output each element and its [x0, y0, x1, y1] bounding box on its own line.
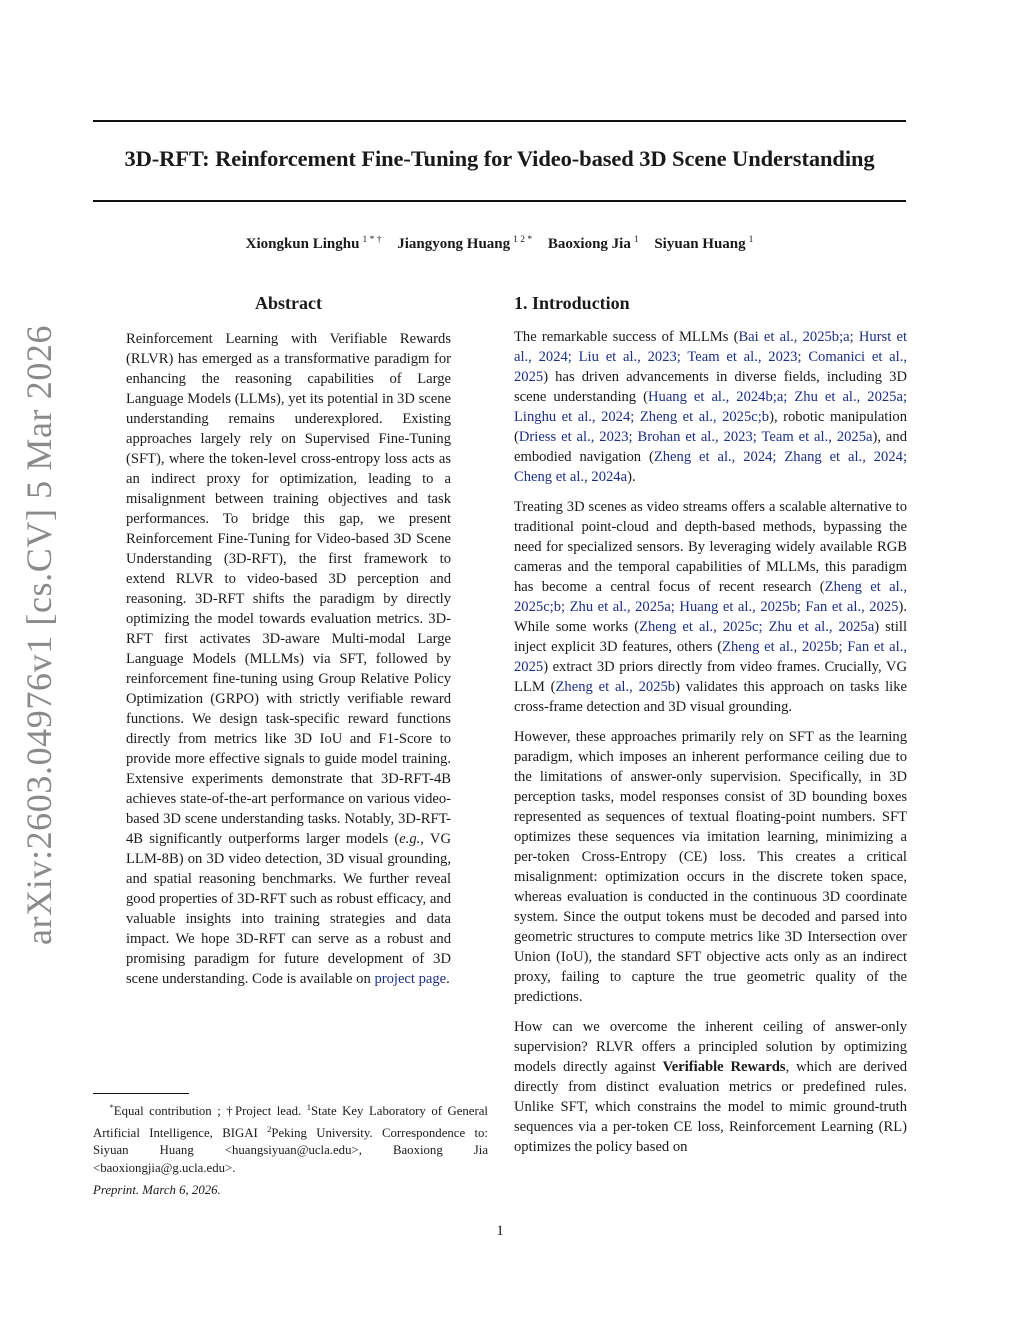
text-run: How can we overcome the inherent ceiling of answer-only supervision? RLVR offers a principled solution by optimizing models directly against	[514, 1019, 907, 1075]
abstract-heading: Abstract	[255, 293, 322, 313]
citation-link[interactable]: Zheng et al., 2025c;b; Zhu et al., 2025a; Huang et al., 2025b; Fan et al., 2025	[514, 579, 907, 615]
footnote-rule	[93, 1093, 189, 1094]
abstract-body: Reinforcement Learning with Verifiable Rewards (RLVR) has emerged as a transformative paradigm for enhancing the reasoning capabilities of Large Language Models (LLMs), yet its potential in 3D scene understanding remains underexplored. Existing approaches largely rely on Supervised Fine-Tuning (SFT), where the token-level cross-entropy loss acts as an indirect proxy for optimization, leading to a misalignment between training objectives and task performances. To bridge this gap, we present Reinforcement Fine-Tuning for Video-based 3D Scene Understanding (3D-RFT), the first framework to extend RLVR to video-based 3D perception and reasoning. 3D-RFT shifts the paradigm by directly optimizing the model towards evaluation metrics. 3D-RFT first activates 3D-aware Multi-modal Large Language Models (MLLMs) via SFT, followed by reinforcement fine-tuning using Group Relative Policy Optimization (GRPO) with strictly verifiable reward functions. We design task-specific reward functions directly from metrics like 3D IoU and F1-Score to provide more effective signals to guide model training. Extensive experiments demonstrate that 3D-RFT-4B achieves state-of-the-art performance on various video-based 3D scene understanding tasks. Notably, 3D-RFT-4B significantly outperforms larger models (e.g., VG LLM-8B) on 3D video detection, 3D visual grounding, and spatial reasoning benchmarks. We further reveal good properties of 3D-RFT such as robust efficacy, and valuable insights into training strategies and data impact. We hope 3D-RFT can serve as a robust and promising paradigm for future development of 3D scene understanding. Code is available on project page.	[126, 331, 451, 987]
citation-link[interactable]: Zheng et al., 2024; Zhang et al., 2024; Cheng et al., 2024a	[514, 449, 908, 485]
intro-paragraph	[514, 1017, 907, 1157]
text-run: ) has driven advancements in diverse fields, including 3D scene understanding (	[514, 369, 907, 405]
bold-term: Verifiable Rewards	[662, 1059, 786, 1075]
author: Xiongkun Linghu $^{1 * \dagger}$	[245, 235, 382, 252]
author: Siyuan Huang $^1$	[654, 235, 754, 252]
intro-paragraph	[514, 497, 907, 717]
citation-link[interactable]: Zheng et al., 2025b	[555, 679, 676, 695]
introduction-heading: 1. Introduction	[514, 293, 630, 313]
text-run: However, these approaches primarily rely on SFT as the learning paradigm, which imposes an inherent performance ceiling due to the limitations of answer-only supervision. Specifically, in 3D perception tasks, model responses consist of 3D bounding boxes represented as sequences of textual floating-point numbers. SFT optimizes these sequences via imitation learning, minimizing a per-token Cross-Entropy (CE) loss. This creates a critical misalignment: optimization occurs in the discrete token space, whereas evaluation is conducted in the continuous 3D coordinate system. Since the output tokens must be decoded and parsed into geometric structures to compute metrics like 3D Intersection over Union (IoU), the standard SFT objective acts only as an indirect proxy, failing to capture the true geometric quality of the predictions.	[514, 729, 907, 1005]
intro-paragraph	[514, 727, 907, 1007]
title-bottom-rule	[93, 200, 906, 202]
text-run: ).	[627, 469, 636, 485]
citation-link[interactable]: Bai et al., 2025b;a; Hurst et al., 2024; Liu et al., 2023; Team et al., 2023; Comanici et al., 2025	[514, 329, 907, 385]
citation-link[interactable]: Zheng et al., 2025c; Zhu et al., 2025a	[639, 619, 875, 635]
author: Jiangyong Huang $^{1 2 *}$	[397, 235, 533, 252]
page-number: 1	[496, 1223, 504, 1239]
title-top-rule	[93, 120, 906, 122]
author: Baoxiong Jia $^1$	[547, 235, 639, 252]
text-run: Treating 3D scenes as video streams offers a scalable alternative to traditional point-cloud and depth-based methods, bypassing the need for specialized sensors. By leveraging widely available RGB cameras and the temporal capabilities of MLLMs, this paradigm has become a central focus of recent research (	[514, 499, 907, 595]
text-run: ), robotic manipulation (	[514, 409, 907, 445]
text-run: ) extract 3D priors directly from video frames. Crucially, VG LLM (	[514, 659, 907, 695]
text-run: ), and embodied navigation (	[514, 429, 907, 465]
text-run: ) still inject explicit 3D features, others (	[514, 619, 908, 655]
text-run: , which are derived directly from distinct evaluation metrics or predefined rules. Unlike SFT, which constrains the model to mimic ground-truth sequences via a per-token CE loss, Reinforcement Learning (RL) optimizes the policy based on	[514, 1059, 907, 1155]
paper-title: 3D-RFT: Reinforcement Fine-Tuning for Video-based 3D Scene Understanding	[124, 146, 875, 171]
arxiv-identifier: arXiv:2603.04976v1 [cs.CV] 5 Mar 2026	[19, 324, 59, 945]
citation-link[interactable]: Huang et al., 2024b;a; Zhu et al., 2025a; Linghu et al., 2024; Zheng et al., 2025c;b	[514, 389, 908, 425]
project-page-link[interactable]: project page	[374, 971, 447, 987]
text-run: ) validates this approach on tasks like cross-frame detection and 3D visual grounding.	[514, 679, 907, 715]
citation-link[interactable]: Zheng et al., 2025b; Fan et al., 2025	[514, 639, 907, 675]
text-run: The remarkable success of MLLMs (	[514, 329, 739, 345]
footnote: *Equal contribution ; †Project lead. $^1$State Key Laboratory of General Artificial Intelligence, BIGAI $^2$Peking University. Correspondence to: Siyuan Huang <huangsiyuan@ucla.edu>, Baoxiong Jia <baoxiongjia@g.ucla.edu>.	[93, 1102, 488, 1175]
text-run: ). While some works (	[514, 599, 907, 635]
introduction-body	[514, 327, 907, 1167]
citation-link[interactable]: Driess et al., 2023; Brohan et al., 2023; Team et al., 2025a	[518, 429, 873, 445]
author-list	[93, 235, 906, 253]
preprint-date: Preprint. March 6, 2026.	[93, 1183, 221, 1197]
intro-paragraph	[514, 327, 907, 487]
